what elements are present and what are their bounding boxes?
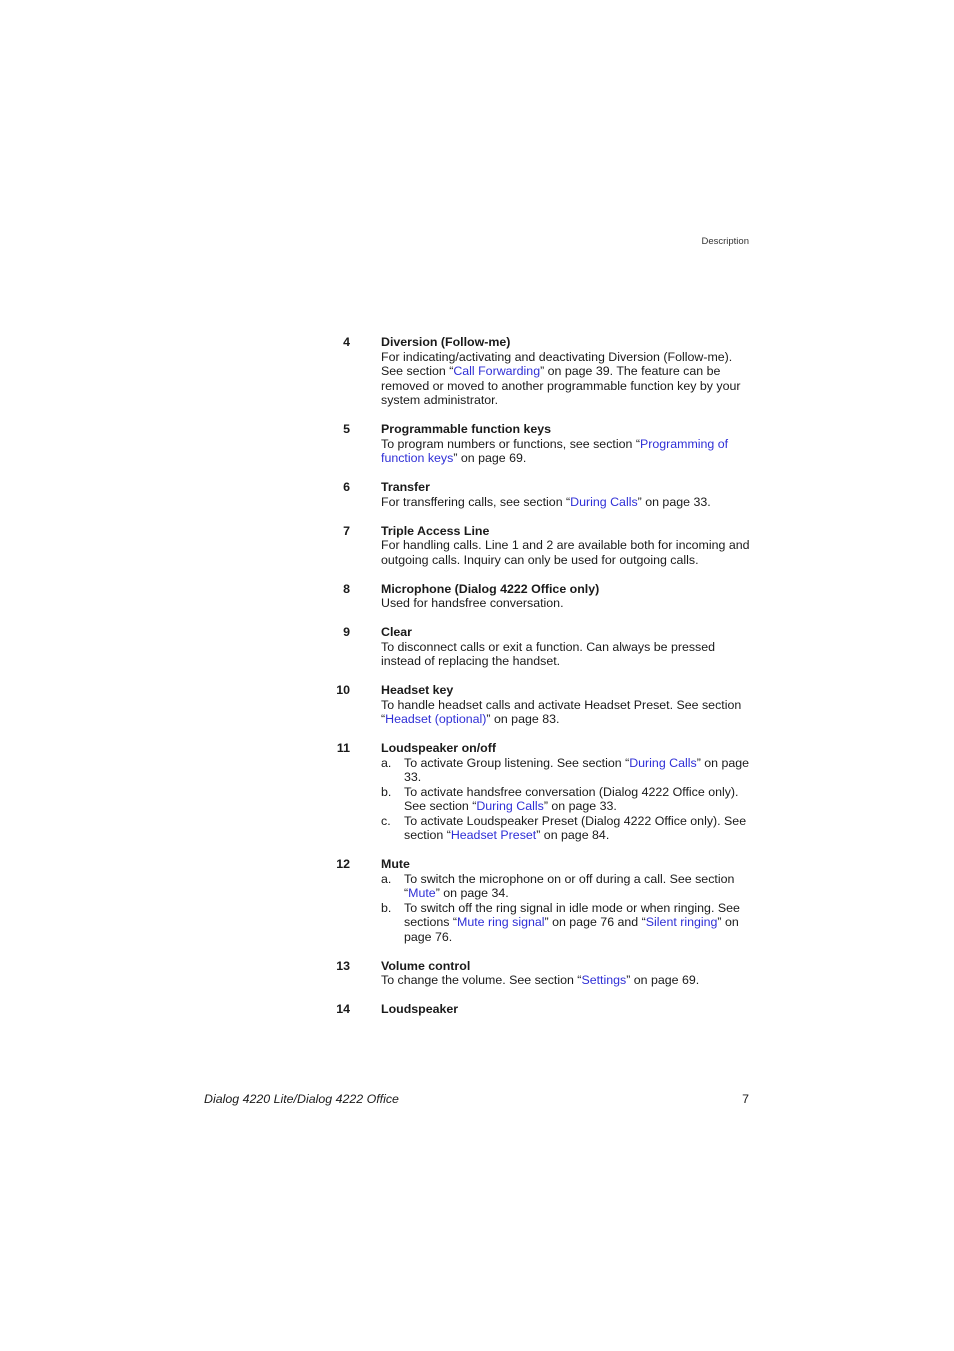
item-description: Used for handsfree conversation. (381, 596, 564, 610)
key-descriptions (330, 335, 750, 1031)
sub-item-label: a. (381, 755, 392, 770)
during-calls-link[interactable]: During Calls (476, 799, 544, 813)
item-loudspeaker-on-off (330, 741, 750, 843)
during-calls-link[interactable]: During Calls (629, 755, 697, 770)
item-description: For indicating/activating and deactivating Diversion (Follow-me). See section “Call Forwarding” on page 39. The feature can be removed or moved to another programmable function key by your system administrator. (381, 349, 741, 407)
footer-title: Dialog 4220 Lite/Dialog 4222 Office (204, 1092, 399, 1106)
item-mute (330, 857, 750, 944)
mute-ring-signal-link[interactable]: Mute ring signal (457, 915, 545, 929)
item-microphone (330, 582, 750, 611)
item-loudspeaker (330, 1002, 750, 1017)
item-title: Microphone (Dialog 4222 Office only) (381, 581, 600, 596)
item-number: 9 (343, 625, 350, 639)
sub-item: b. To activate handsfree conversation (Dialog 4222 Office only). See section “During Calls” on page 33. (381, 784, 739, 813)
item-title: Headset key (381, 683, 454, 697)
item-number: 13 (336, 958, 350, 973)
item-number: 5 (343, 422, 350, 436)
sub-item-label: b. (381, 784, 392, 799)
mute-link[interactable]: Mute (408, 886, 436, 900)
sub-item: c. To activate Loudspeaker Preset (Dialog 4222 Office only). See section “Headset Preset” on page 84. (381, 813, 747, 842)
item-description: For handling calls. Line 1 and 2 are available both for incoming and outgoing calls. Inquiry can only be used for outgoing calls. (381, 538, 750, 567)
item-transfer (330, 480, 750, 509)
item-title: Clear (381, 625, 412, 639)
item-title: Loudspeaker on/off (381, 741, 496, 755)
item-number: 7 (343, 523, 350, 538)
item-number: 11 (336, 741, 350, 755)
headset-preset-link[interactable]: Headset Preset (450, 828, 537, 842)
sub-item: a. To activate Group listening. See section “During Calls” on page 33. (381, 755, 750, 784)
item-title: Programmable function keys (381, 422, 552, 436)
item-number: 10 (336, 683, 350, 697)
item-description: For transffering calls, see section “During Calls” on page 33. (381, 494, 711, 509)
sub-item: b. To switch off the ring signal in idle mode or when ringing. See sections “Mute ring signal” on page 76 and “Silent ringing” on page 76. (381, 900, 740, 944)
item-headset-key (330, 683, 750, 727)
settings-link[interactable]: Settings (581, 973, 627, 987)
silent-ringing-link[interactable]: Silent ringing (645, 915, 718, 929)
item-description: To handle headset calls and activate Headset Preset. See section “Headset (optional)” on page 83. (381, 697, 742, 726)
item-programmable-keys (330, 422, 750, 466)
headset-optional-link[interactable]: Headset (optional) (385, 712, 487, 726)
running-header: Description (701, 236, 749, 247)
item-title: Transfer (381, 480, 430, 494)
page-number: 7 (742, 1092, 749, 1106)
sub-item-label: a. (381, 871, 392, 886)
item-title: Loudspeaker (381, 1002, 459, 1016)
item-title: Mute (381, 857, 410, 871)
item-number: 12 (336, 857, 350, 871)
item-diversion (330, 335, 750, 408)
item-number: 8 (343, 581, 350, 596)
during-calls-link[interactable]: During Calls (570, 494, 638, 509)
item-clear (330, 625, 750, 669)
item-description: To program numbers or functions, see section “Programming of function keys” on page 69. (381, 436, 729, 465)
item-number: 14 (336, 1002, 350, 1016)
item-title: Diversion (Follow-me) (381, 335, 511, 349)
sub-item: a. To switch the microphone on or off during a call. See section “Mute” on page 34. (381, 871, 735, 900)
sub-item-label: b. (381, 900, 392, 915)
item-number: 4 (343, 335, 350, 349)
call-forwarding-link[interactable]: Call Forwarding (453, 364, 541, 378)
item-title: Volume control (381, 958, 471, 973)
item-description: To change the volume. See section “Settings” on page 69. (381, 973, 700, 987)
programming-of-function-keys-link[interactable]: Programming of function keys (381, 436, 729, 465)
item-number: 6 (343, 480, 350, 494)
sub-item-label: c. (381, 813, 391, 828)
item-volume-control (330, 959, 750, 988)
item-triple-access-line (330, 524, 750, 568)
item-description: To disconnect calls or exit a function. Can always be pressed instead of replacing the handset. (381, 639, 716, 668)
item-title: Triple Access Line (381, 523, 490, 538)
